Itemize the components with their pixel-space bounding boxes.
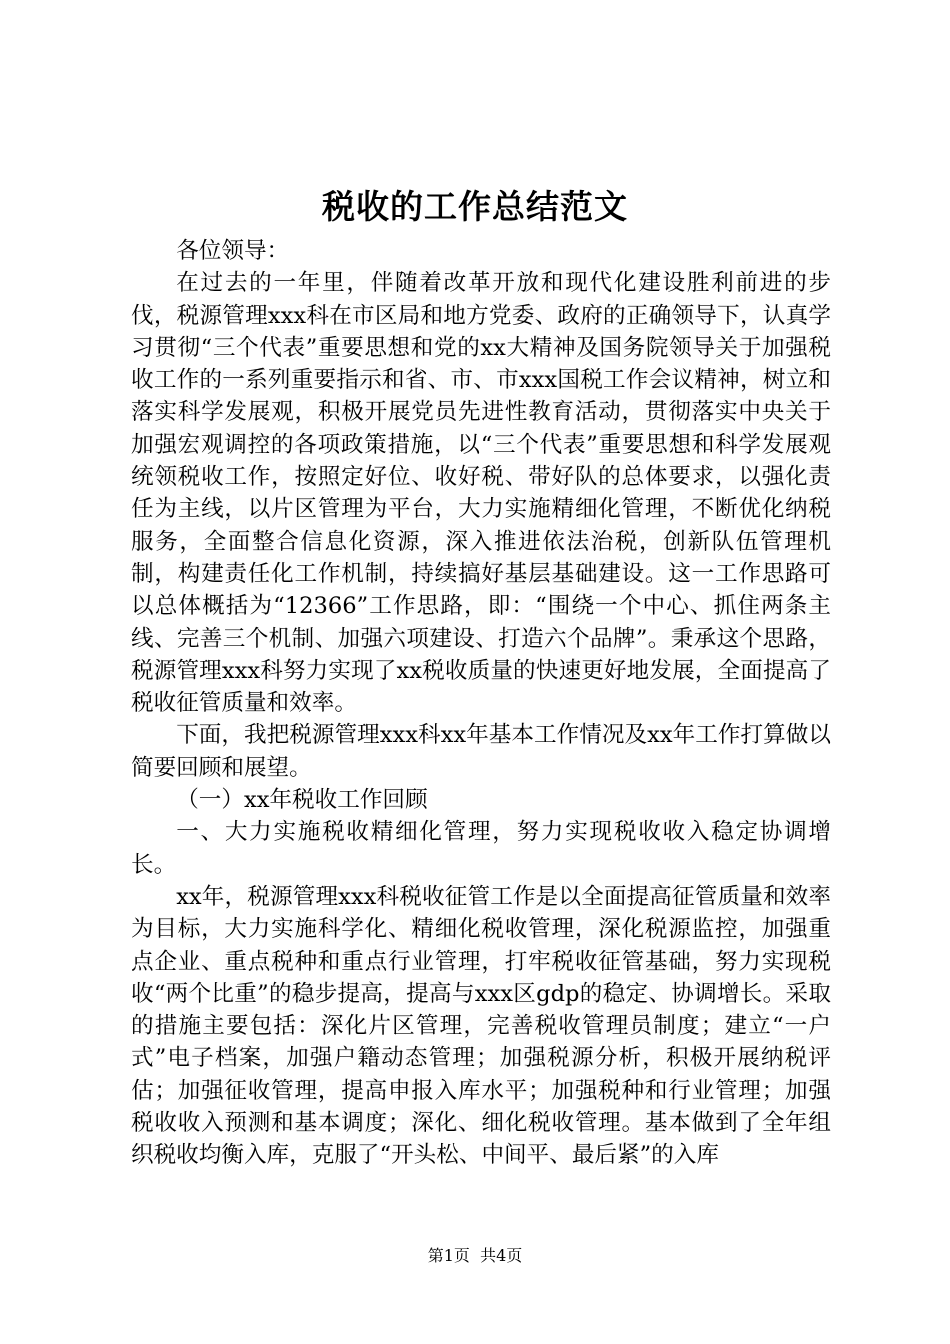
page-number: 第1页 <box>427 1246 470 1265</box>
paragraph: 下面，我把税源管理xxx科xx年基本工作情况及xx年工作打算做以简要回顾和展望。 <box>131 722 831 781</box>
document-body <box>131 235 831 1172</box>
subsection-heading: 一、大力实施税收精细化管理，努力实现税收收入稳定协调增长。 <box>131 819 831 878</box>
page-footer <box>0 1243 950 1266</box>
paragraph: xx年，税源管理xxx科税收征管工作是以全面提高征管质量和效率为目标，大力实施科学化、精细化税收管理，深化税源监控，加强重点企业、重点税种和重点行业管理，打牢税收征管基础，努力实现税收“两个比重”的稳步提高，提高与xxx区gdp的稳定、协调增长。采取的措施主要包括：深化片区管理，完善税收管理员制度；建立“一户式”电子档案，加强户籍动态管理；加强税源分析，积极开展纳税评估；加强征收管理，提高申报入库水平；加强税种和行业管理；加强税收收入预测和基本调度；深化、细化税收管理。基本做到了全年组织税收均衡入库，克服了“开头松、中间平、最后紧”的入库 <box>131 883 831 1169</box>
section-heading: （一）xx年税收工作回顾 <box>176 787 428 814</box>
document-title: 税收的工作总结范文 <box>322 187 628 226</box>
page-total: 共4页 <box>480 1246 523 1265</box>
paragraph: 在过去的一年里，伴随着改革开放和现代化建设胜利前进的步伐，税源管理xxx科在市区局和地方党委、政府的正确领导下，认真学习贯彻“三个代表”重要思想和党的xx大精神及国务院领导关于加强税收工作的一系列重要指示和省、市、市xxx国税工作会议精神，树立和落实科学发展观，积极开展党员先进性教育活动，贯彻落实中央关于加强宏观调控的各项政策措施，以“三个代表”重要思想和科学发展观统领税收工作，按照定好位、收好税、带好队的总体要求，以强化责任为主线，以片区管理为平台，大力实施精细化管理，不断优化纳税服务，全面整合信息化资源，深入推进依法治税，创新队伍管理机制，构建责任化工作机制，持续搞好基层基础建设。这一工作思路可以总体概括为“12366”工作思路，即：“围绕一个中心、抓住两条主线、完善三个机制、加强六项建设、打造六个品牌”。秉承这个思路，税源管理xxx科努力实现了xx税收质量的快速更好地发展，全面提高了税收征管质量和效率。 <box>131 270 831 717</box>
salutation: 各位领导： <box>176 238 290 264</box>
